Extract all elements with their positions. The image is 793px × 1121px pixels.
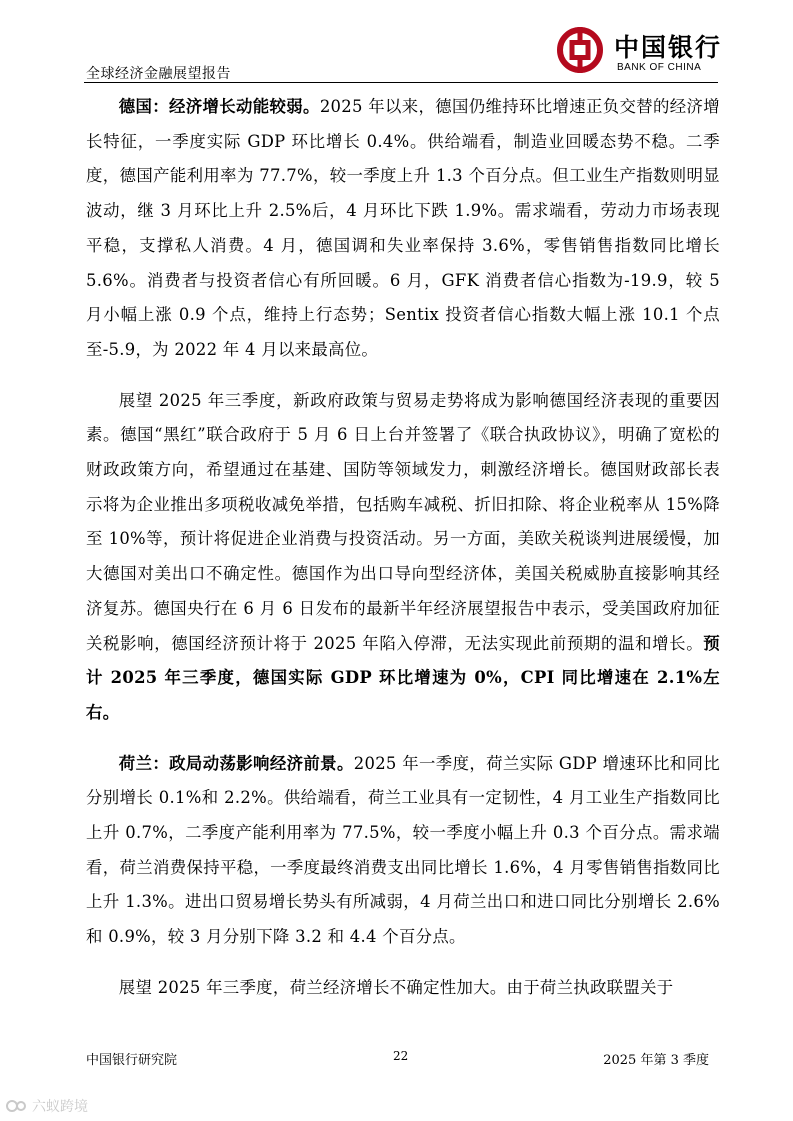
paragraph-germany bbox=[86, 90, 720, 368]
bank-of-china-logo bbox=[556, 26, 723, 78]
paragraph-text: 2025 年以来，德国仍维持环比增速正负交替的经济增长特征，一季度实际 GDP 环比增长 0.4%。供给端看，制造业回暖态势不稳。二季度，德国产能利用率为 77.7%，较一季度上升 1.3 个百分点。但工业生产指数则明显波动，继 3 月环比上升 2.5%后，4 月环比下跌 1.9%。需求端看，劳动力市场表现平稳，支撑私人消费。4 月，德国调和失业率保持 3.6%，零售销售指数同比增长 5.6%。消费者与投资者信心有所回暖。6 月，GFK 消费者信心指数为-19.9，较 5 月小幅上涨 0.9 个点，维持上行态势；Sentix 投资者信心指数大幅上涨 10.1 个点至-5.9，为 2022 年 4 月以来最高位。 bbox=[86, 97, 720, 359]
report-title: 全球经济金融展望报告 bbox=[86, 66, 231, 82]
paragraph-heading: 荷兰：政局动荡影响经济前景。 bbox=[118, 753, 354, 773]
watermark bbox=[6, 1096, 88, 1116]
paragraph-conclusion: 预计 2025 年三季度，德国实际 GDP 环比增速为 0%，CPI 同比增速在 2.1%左右。 bbox=[86, 633, 720, 722]
paragraph-text: 展望 2025 年三季度，新政府政策与贸易走势将成为影响德国经济表现的重要因素。德国“黑红”联合政府于 5 月 6 日上台并签署了《联合执政协议》，明确了宽松的财政政策方向，希望通过在基建、国防等领域发力，刺激经济增长。德国财政部长表示将为企业推出多项税收减免举措，包括购车减税、折旧扣除、将企业税率从 15%降至 10%等，预计将促进企业消费与投资活动。另一方面，美欧关税谈判进展缓慢，加大德国对美出口不确定性。德国作为出口导向型经济体，美国关税威胁直接影响其经济复苏。德国央行在 6 月 6 日发布的最新半年经济展望报告中表示，受美国政府加征关税影响，德国经济预计将于 2025 年陷入停滞，无法实现此前预期的温和增长。 bbox=[86, 390, 720, 653]
paragraph-heading: 德国：经济增长动能较弱。 bbox=[118, 97, 320, 116]
paragraph-netherlands bbox=[86, 747, 720, 955]
paragraph-text: 2025 年一季度，荷兰实际 GDP 增速环比和同比分别增长 0.1%和 2.2%。供给端看，荷兰工业具有一定韧性，4 月工业生产指数同比上升 0.7%，二季度产能利用率为 77.5%，较一季度小幅上升 0.3 个百分点。需求端看，荷兰消费保持平稳，一季度最终消费支出同比增长 1.6%，4 月零售销售指数同比上升 1.3%。进出口贸易增长势头有所减弱，4 月荷兰出口和进口同比分别增长 2.6%和 0.9%，较 3 月分别下降 3.2 和 4.4 个百分点。 bbox=[86, 753, 721, 947]
logo-name-en: BANK OF CHINA bbox=[617, 62, 702, 73]
bank-of-china-emblem-icon bbox=[556, 26, 604, 74]
paragraph-text: 展望 2025 年三季度，荷兰经济增长不确定性加大。由于荷兰执政联盟关于 bbox=[118, 977, 674, 997]
paragraph-germany-outlook bbox=[86, 384, 720, 731]
ant-logo-icon bbox=[6, 1097, 28, 1115]
report-body bbox=[86, 90, 720, 1006]
footer-institute: 中国银行研究院 bbox=[86, 1053, 178, 1068]
logo-name-cn: 中国银行 bbox=[614, 33, 723, 62]
paragraph-netherlands-outlook bbox=[86, 971, 720, 1006]
header-divider bbox=[84, 82, 718, 83]
footer-quarter: 2025 年第 3 季度 bbox=[603, 1053, 709, 1068]
page-number: 22 bbox=[393, 1049, 409, 1063]
watermark-text: 六蚁跨境 bbox=[32, 1099, 88, 1115]
